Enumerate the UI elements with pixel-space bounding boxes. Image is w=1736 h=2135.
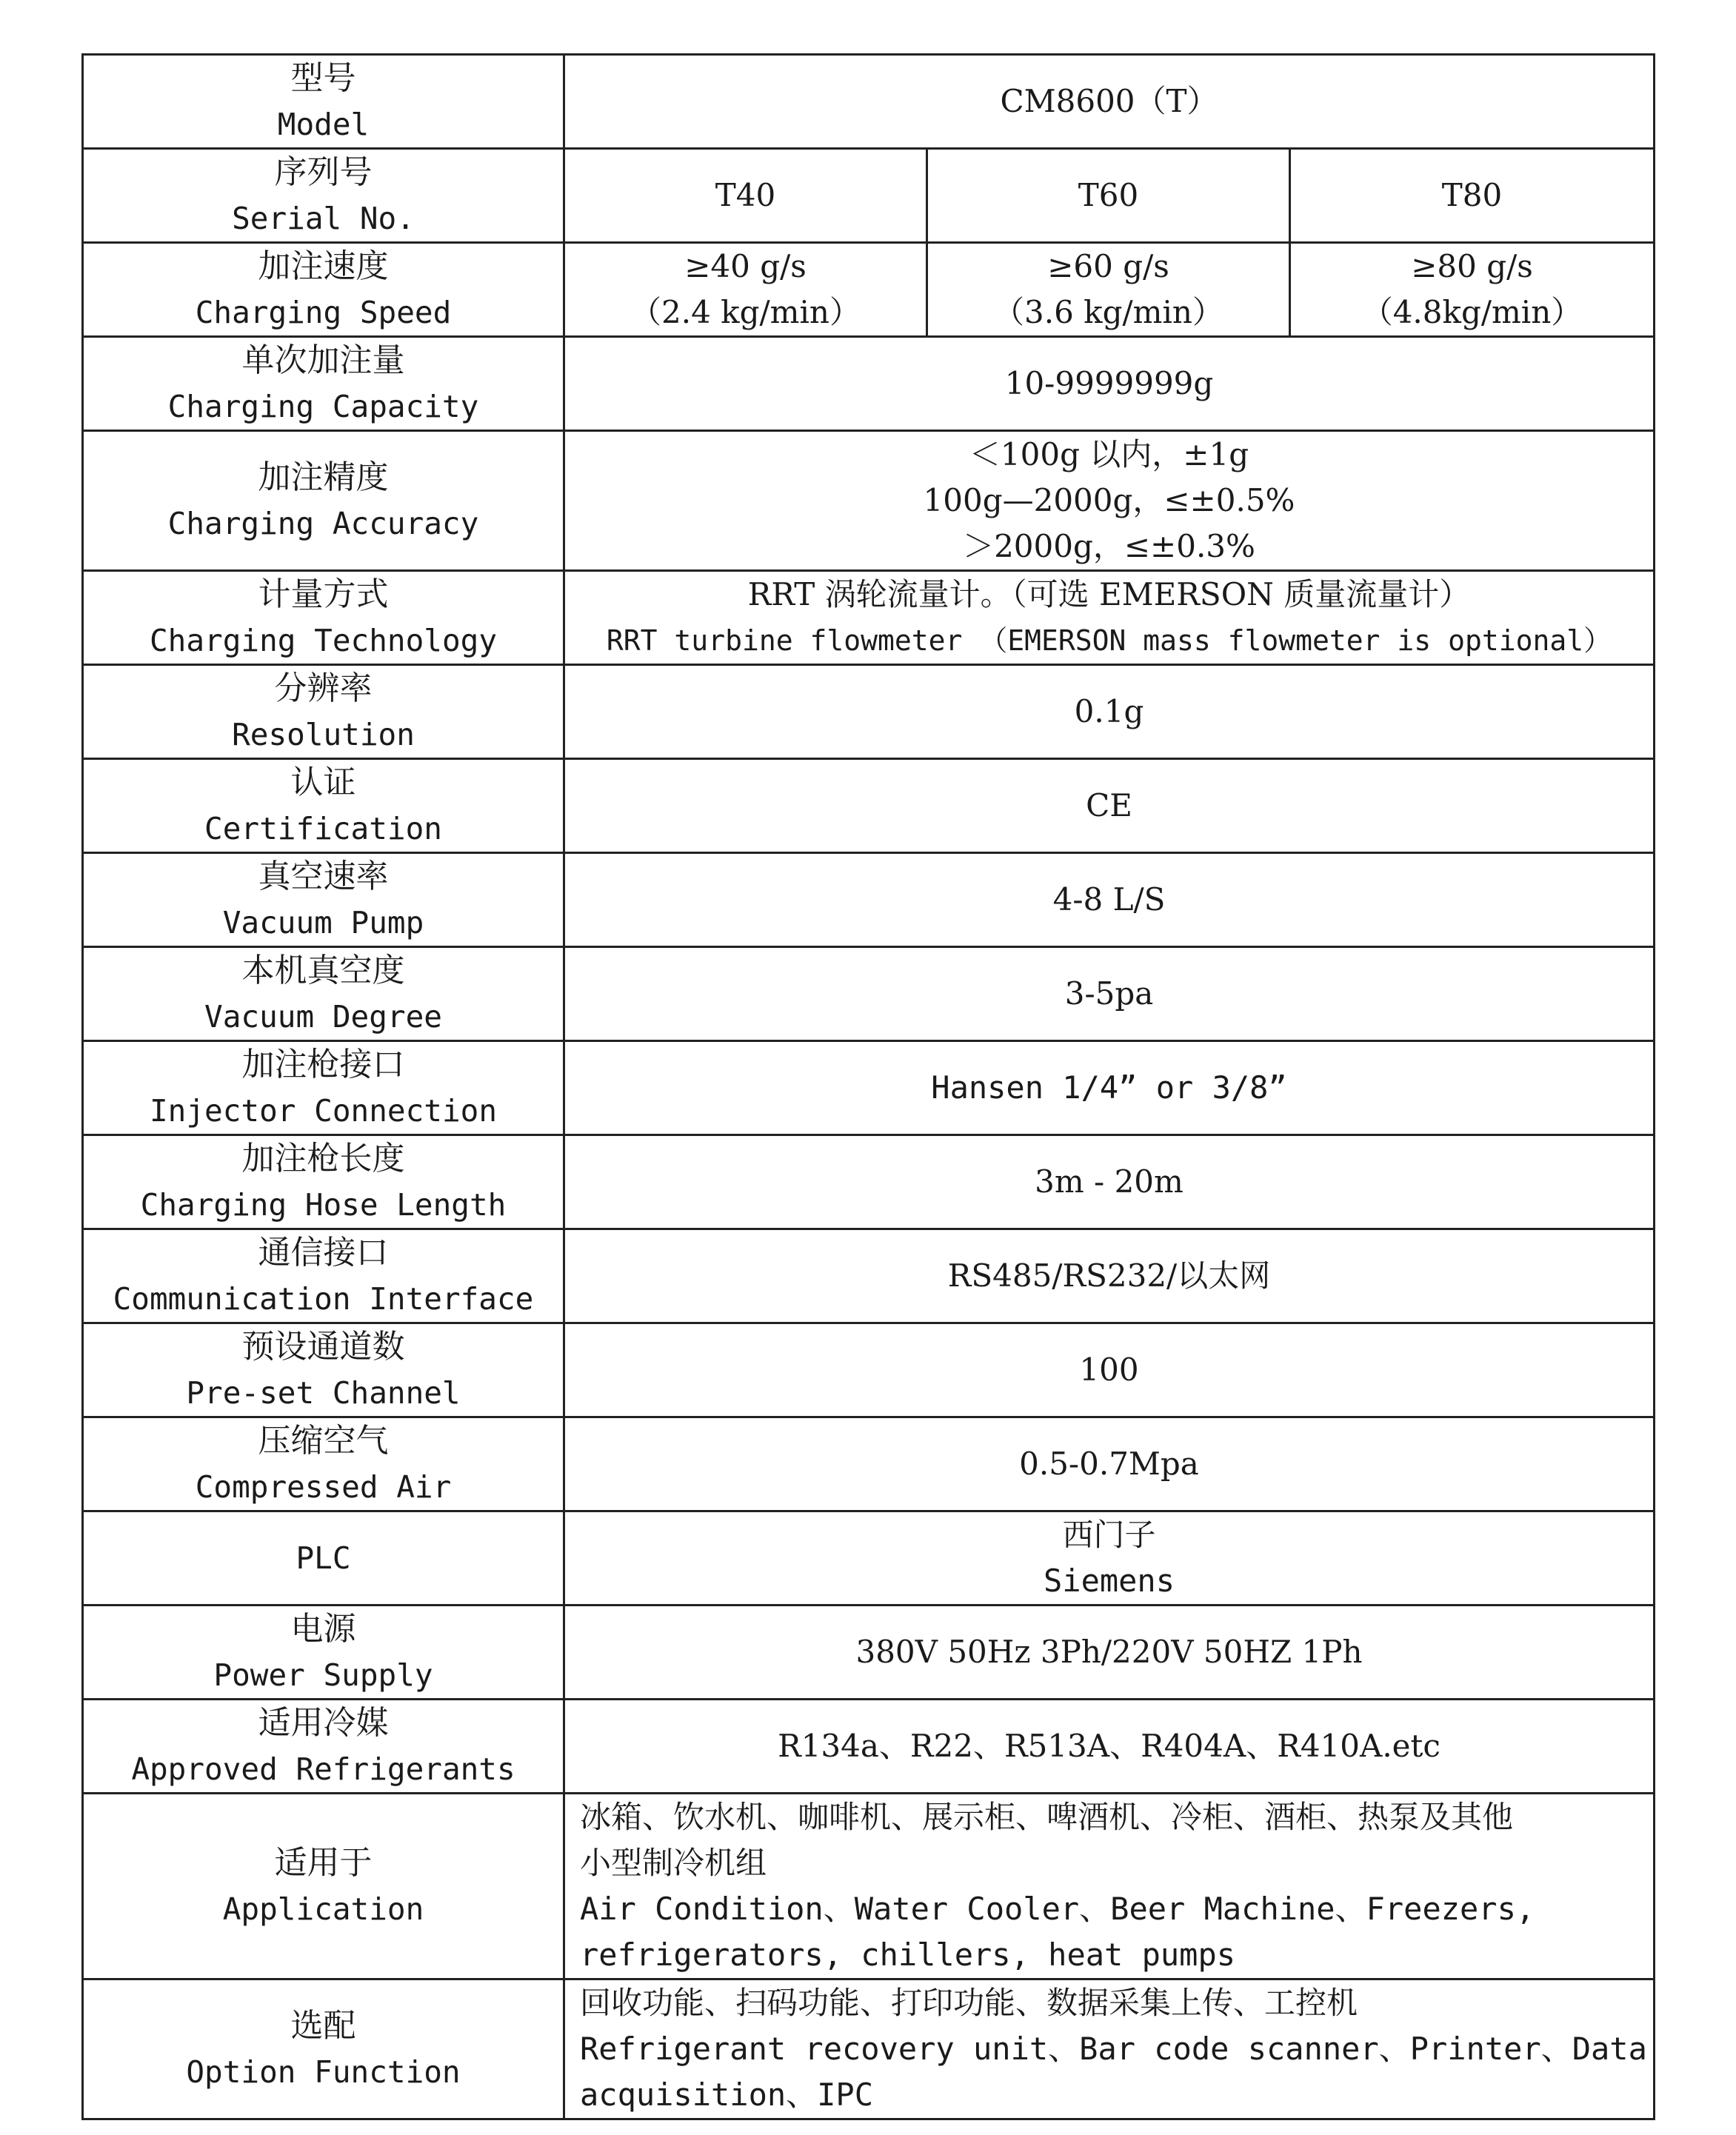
label-en: Charging Technology — [150, 623, 497, 658]
label-zh: 选配 — [290, 2007, 356, 2045]
label-zh: 加注枪接口 — [241, 1046, 405, 1083]
application-line: 冰箱、饮水机、咖啡机、展示柜、啤酒机、冷柜、酒柜、热泵及其他 — [580, 1799, 1514, 1835]
label-zh: 加注枪长度 — [241, 1140, 405, 1177]
label-en: Model — [277, 107, 370, 142]
accuracy-value — [564, 431, 1655, 571]
compressed-air-value: 0.5-0.7Mpa — [564, 1417, 1655, 1511]
label-cell — [83, 1606, 564, 1700]
row-approved-refrigerants — [83, 1700, 1655, 1794]
label-en: Charging Speed — [195, 295, 452, 330]
label-zh: 认证 — [290, 764, 356, 801]
label-zh: 型号 — [290, 59, 356, 97]
option-line: acquisition、IPC — [580, 2076, 874, 2113]
label-zh: 加注精度 — [258, 458, 389, 496]
application-line: refrigerators, chillers, heat pumps — [580, 1937, 1236, 1973]
label-cell — [83, 1135, 564, 1229]
label-cell — [83, 1511, 564, 1606]
row-application — [83, 1794, 1655, 1979]
label-cell — [83, 1700, 564, 1794]
row-serial-no — [83, 149, 1655, 243]
label-cell — [83, 947, 564, 1041]
speed-t40 — [564, 243, 927, 337]
application-line: 小型制冷机组 — [580, 1845, 767, 1881]
label-cell — [83, 1323, 564, 1417]
label-cell — [83, 337, 564, 431]
row-plc — [83, 1511, 1655, 1606]
serial-t80: T80 — [1290, 149, 1655, 243]
model-value: CM8600（T） — [564, 55, 1655, 149]
serial-t40: T40 — [564, 149, 927, 243]
row-option-function — [83, 1979, 1655, 2119]
label-en: Option Function — [186, 2054, 461, 2090]
row-communication-interface — [83, 1229, 1655, 1323]
vacuum-degree-value: 3-5pa — [564, 947, 1655, 1041]
label-zh: 分辨率 — [274, 669, 373, 707]
label-en: Application — [222, 1891, 424, 1927]
label-cell — [83, 149, 564, 243]
label-cell — [83, 571, 564, 665]
application-value — [564, 1794, 1655, 1979]
plc-value — [564, 1511, 1655, 1606]
row-preset-channel — [83, 1323, 1655, 1417]
label-zh: 单次加注量 — [241, 341, 405, 379]
option-line: 回收功能、扫码功能、打印功能、数据采集上传、工控机 — [580, 1985, 1358, 2021]
speed-value: ≥40 g/s — [684, 248, 807, 284]
label-zh: 通信接口 — [258, 1234, 389, 1272]
hose-length-value: 3m - 20m — [564, 1135, 1655, 1229]
row-certification — [83, 759, 1655, 853]
row-resolution — [83, 665, 1655, 759]
label-cell — [83, 1417, 564, 1511]
accuracy-line: ＜100g 以内，±1g — [969, 436, 1249, 472]
label-en: Charging Hose Length — [140, 1187, 507, 1223]
label-en: Compressed Air — [195, 1469, 452, 1505]
accuracy-line: ＞2000g，≤±0.3% — [963, 528, 1255, 564]
row-charging-speed — [83, 243, 1655, 337]
speed-kg-value: （2.4 kg/min） — [630, 294, 861, 330]
label-zh: 电源 — [290, 1610, 356, 1648]
label-cell — [83, 1979, 564, 2119]
accuracy-line: 100g—2000g，≤±0.5% — [923, 482, 1295, 518]
plc-line-zh: 西门子 — [1062, 1517, 1156, 1553]
row-model — [83, 55, 1655, 149]
technology-line-zh: RRT 涡轮流量计。（可选 EMERSON 质量流量计） — [747, 576, 1471, 612]
communication-value: RS485/RS232/以太网 — [564, 1229, 1655, 1323]
label-en: Pre-set Channel — [186, 1375, 461, 1411]
row-power-supply — [83, 1606, 1655, 1700]
injector-connection-value: Hansen 1/4” or 3/8” — [564, 1041, 1655, 1135]
label-cell — [83, 243, 564, 337]
certification-value: CE — [564, 759, 1655, 853]
label-cell — [83, 1794, 564, 1979]
row-injector-connection — [83, 1041, 1655, 1135]
label-zh: 加注速度 — [258, 247, 389, 285]
label-plc: PLC — [296, 1540, 351, 1576]
speed-kg-value: （4.8kg/min） — [1361, 294, 1583, 330]
label-en: Communication Interface — [113, 1281, 534, 1317]
label-zh: 压缩空气 — [258, 1422, 389, 1460]
option-function-value — [564, 1979, 1655, 2119]
label-zh: 适用冷媒 — [258, 1704, 389, 1742]
label-en: Injector Connection — [150, 1093, 497, 1129]
label-en: Resolution — [232, 717, 415, 752]
row-charging-capacity — [83, 337, 1655, 431]
row-charging-technology — [83, 571, 1655, 665]
label-en: Certification — [204, 811, 442, 846]
preset-channel-value: 100 — [564, 1323, 1655, 1417]
speed-value: ≥80 g/s — [1411, 248, 1533, 284]
technology-line-en: RRT turbine flowmeter （EMERSON mass flowmeter is optional） — [606, 624, 1612, 657]
row-charging-accuracy — [83, 431, 1655, 571]
label-en: Charging Capacity — [167, 389, 479, 424]
vacuum-pump-value: 4-8 L/S — [564, 853, 1655, 947]
label-en: Vacuum Pump — [222, 905, 424, 940]
option-line: Refrigerant recovery unit、Bar code scanner、Printer、Data — [580, 2031, 1647, 2067]
label-en: Serial No. — [232, 201, 415, 236]
label-cell — [83, 55, 564, 149]
row-charging-hose-length — [83, 1135, 1655, 1229]
speed-value: ≥60 g/s — [1047, 248, 1169, 284]
plc-line-en: Siemens — [1044, 1563, 1175, 1599]
row-vacuum-degree — [83, 947, 1655, 1041]
label-cell — [83, 1229, 564, 1323]
technology-value — [564, 571, 1655, 665]
label-zh: 适用于 — [274, 1844, 373, 1882]
capacity-value: 10-9999999g — [564, 337, 1655, 431]
label-en: Approved Refrigerants — [131, 1751, 515, 1787]
speed-t80 — [1290, 243, 1655, 337]
power-supply-value: 380V 50Hz 3Ph/220V 50HZ 1Ph — [564, 1606, 1655, 1700]
label-cell — [83, 853, 564, 947]
spec-table — [81, 53, 1655, 2120]
label-en: Vacuum Degree — [204, 999, 442, 1035]
row-vacuum-pump — [83, 853, 1655, 947]
refrigerants-value: R134a、R22、R513A、R404A、R410A.etc — [564, 1700, 1655, 1794]
speed-t60 — [927, 243, 1290, 337]
label-cell — [83, 1041, 564, 1135]
resolution-value: 0.1g — [564, 665, 1655, 759]
label-cell — [83, 431, 564, 571]
label-zh: 序列号 — [274, 153, 373, 191]
row-compressed-air — [83, 1417, 1655, 1511]
label-zh: 计量方式 — [258, 575, 389, 613]
serial-t60: T60 — [927, 149, 1290, 243]
application-line: Air Condition、Water Cooler、Beer Machine、Freezers, — [580, 1891, 1535, 1927]
label-cell — [83, 759, 564, 853]
label-zh: 本机真空度 — [241, 952, 405, 989]
label-zh: 预设通道数 — [241, 1328, 405, 1366]
speed-kg-value: （3.6 kg/min） — [993, 294, 1223, 330]
label-zh: 真空速率 — [258, 858, 389, 895]
label-cell — [83, 665, 564, 759]
label-en: Charging Accuracy — [167, 506, 479, 541]
label-en: Power Supply — [213, 1657, 433, 1693]
